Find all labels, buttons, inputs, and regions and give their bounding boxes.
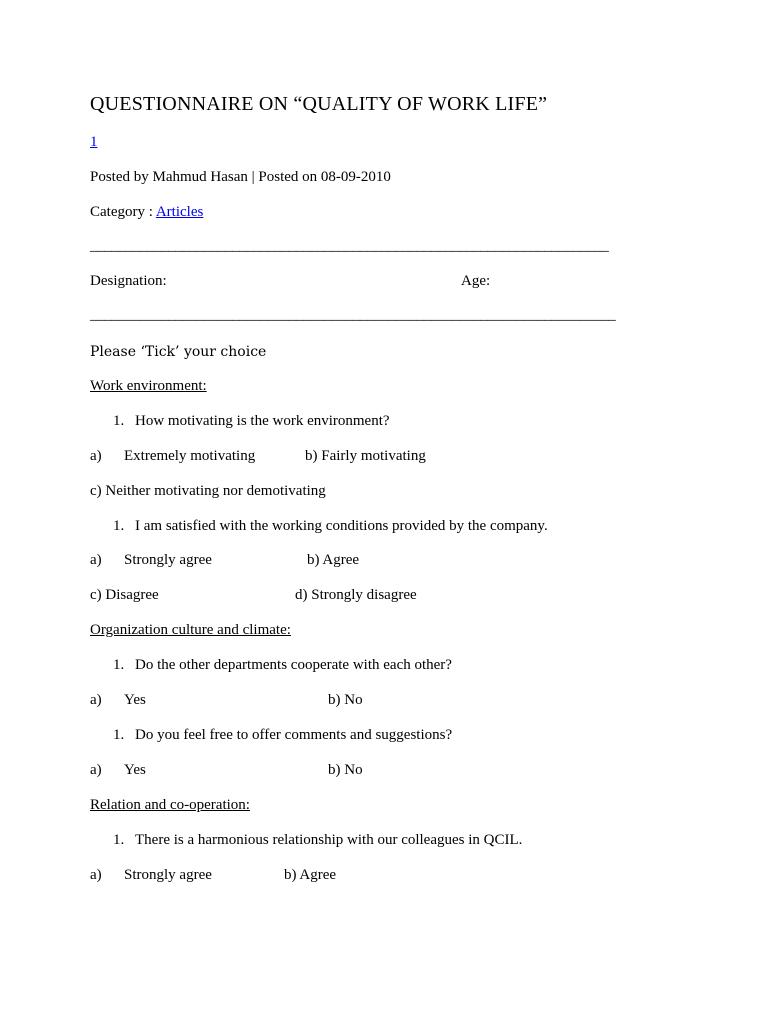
designation-label: Designation: [90, 273, 167, 289]
age-label: Age: [461, 273, 491, 289]
question-number: 1. [113, 518, 125, 534]
option-a[interactable]: Strongly agree [124, 552, 212, 568]
option-label: a) [90, 448, 102, 464]
option-label: a) [90, 867, 102, 883]
instruction-text: Please ‘Tick’ your choice [90, 344, 267, 360]
option-a[interactable]: Yes [124, 692, 146, 708]
option-b[interactable]: b) Fairly motivating [305, 448, 426, 464]
page-number-link[interactable]: 1 [90, 134, 98, 150]
option-c[interactable]: c) Disagree [90, 587, 159, 603]
divider-rule-2: __________________________________________________________________________ [90, 307, 616, 323]
page-title: QUESTIONNAIRE ON “QUALITY OF WORK LIFE” [90, 93, 548, 115]
question-text: I am satisfied with the working conditions provided by the company. [135, 518, 548, 534]
question-text: How motivating is the work environment? [135, 413, 390, 429]
option-a[interactable]: Strongly agree [124, 867, 212, 883]
question-number: 1. [113, 657, 125, 673]
option-b[interactable]: b) No [328, 762, 363, 778]
option-b[interactable]: b) Agree [307, 552, 360, 568]
category-label: Category : [90, 204, 153, 220]
section-heading-work-environment: Work environment: [90, 378, 207, 394]
option-a[interactable]: Yes [124, 762, 146, 778]
question-text: Do you feel free to offer comments and suggestions? [135, 727, 453, 743]
category-line [90, 205, 203, 220]
option-c[interactable]: c) Neither motivating nor demotivating [90, 483, 326, 499]
question-number: 1. [113, 832, 125, 848]
category-articles-link[interactable]: Articles [155, 204, 204, 220]
option-label: a) [90, 762, 102, 778]
option-label: a) [90, 552, 102, 568]
section-heading-relation-cooperation: Relation and co-operation: [90, 797, 250, 813]
option-b[interactable]: b) Agree [284, 867, 337, 883]
section-heading-organization-culture: Organization culture and climate: [90, 622, 291, 638]
option-a[interactable]: Extremely motivating [124, 448, 256, 464]
question-number: 1. [113, 413, 125, 429]
option-b[interactable]: b) No [328, 692, 363, 708]
question-number: 1. [113, 727, 125, 743]
question-text: There is a harmonious relationship with our colleagues in QCIL. [135, 832, 523, 848]
option-label: a) [90, 692, 102, 708]
post-meta: Posted by Mahmud Hasan | Posted on 08-09-2010 [90, 169, 391, 185]
question-text: Do the other departments cooperate with each other? [135, 657, 452, 673]
option-d[interactable]: d) Strongly disagree [295, 587, 417, 603]
divider-rule: _________________________________________________________________________ [90, 238, 609, 254]
